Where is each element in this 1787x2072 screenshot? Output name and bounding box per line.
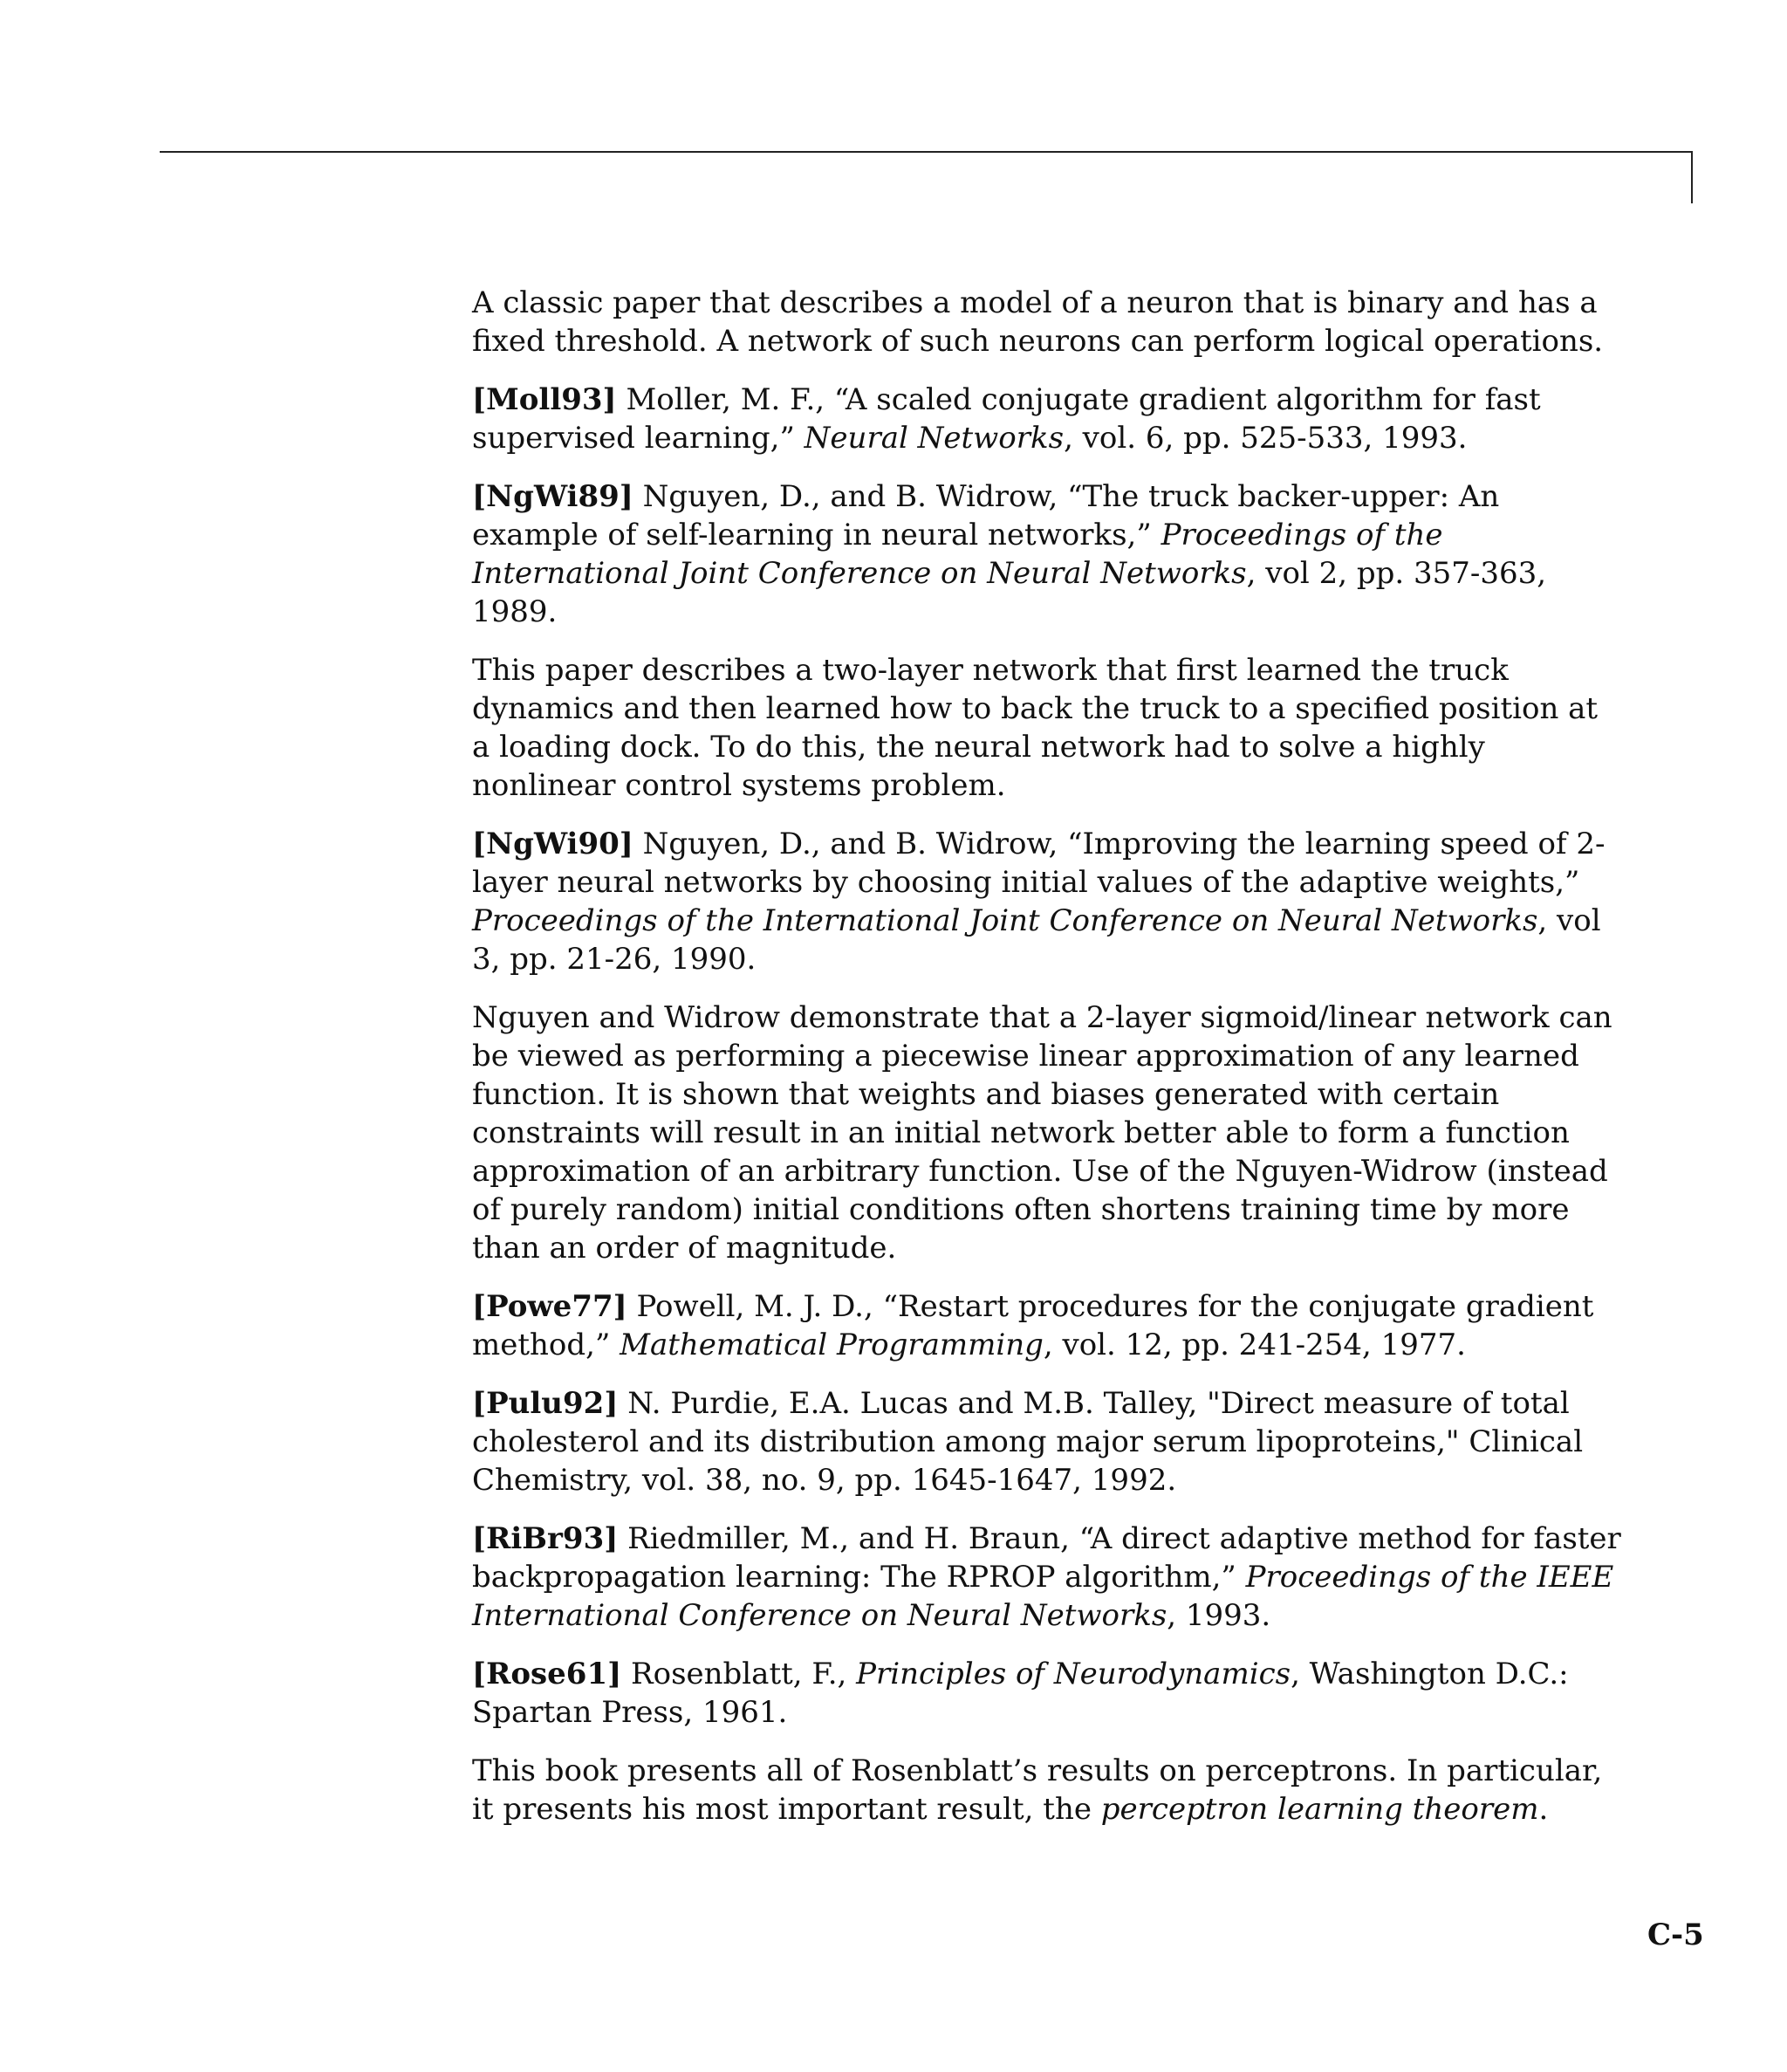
- citation-details: , vol 3, pp. 21-26, 1990.: [472, 903, 1601, 977]
- publication-title: Proceedings of the IEEE International Conference on Neural Networks: [472, 1560, 1614, 1633]
- reference-entry-powe77: [472, 1287, 1624, 1364]
- citation-text: Nguyen, D., and B. Widrow, “The truck backer-upper: An example of self-learning in neural networks,”: [472, 479, 1500, 552]
- annotation-text-end: .: [1538, 1792, 1549, 1827]
- citation-text: Powell, M. J. D., “Restart procedures for the conjugate gradient method,”: [472, 1289, 1594, 1362]
- citation-details: , Washington D.C.: Spartan Press, 1961.: [472, 1657, 1569, 1730]
- citation-key: [Powe77]: [472, 1289, 627, 1324]
- publication-title: Neural Networks: [804, 421, 1065, 456]
- publication-title: Proceedings of the International Joint Conference on Neural Networks: [472, 903, 1538, 938]
- annotation-text: Nguyen and Widrow demonstrate that a 2-layer sigmoid/linear network can be viewed as performing a piecewise linear approximation of any learned function. It is shown that weights and biases generated with certain constraints will result in an initial network better able to form a function approximation of an arbitrary function. Use of the Nguyen-Widrow (instead of purely random) initial conditions often shortens training time by more than an order of magnitude.: [472, 1000, 1612, 1266]
- citation-text: Riedmiller, M., and H. Braun, “A direct adaptive method for faster backpropagation learning: The RPROP algorithm,”: [472, 1521, 1621, 1595]
- publication-title: Mathematical Programming: [620, 1328, 1044, 1362]
- annotation-paragraph: [472, 998, 1624, 1267]
- page-number: C-5: [1647, 1918, 1704, 1952]
- citation-key: [NgWi89]: [472, 479, 633, 514]
- citation-key: [Pulu92]: [472, 1386, 619, 1421]
- header-corner-tick: [1691, 151, 1693, 203]
- reference-entry-pulu92: [472, 1384, 1624, 1499]
- reference-entry-rose61: [472, 1655, 1624, 1732]
- citation-text: Nguyen, D., and B. Widrow, “Improving the learning speed of 2-layer neural networks by choosing initial values of the adaptive weights,”: [472, 827, 1606, 900]
- citation-details: , vol. 12, pp. 241-254, 1977.: [1043, 1328, 1466, 1362]
- publication-title: Proceedings of the International Joint Conference on Neural Networks: [472, 518, 1443, 591]
- citation-text: Rosenblatt, F.,: [621, 1657, 857, 1691]
- header-rule: [160, 151, 1693, 153]
- citation-key: [Moll93]: [472, 382, 617, 417]
- emphasized-term: perceptron learning theorem: [1100, 1792, 1539, 1827]
- publication-title: Principles of Neurodynamics: [856, 1657, 1291, 1691]
- annotation-paragraph: [472, 1752, 1624, 1828]
- citation-key: [NgWi90]: [472, 827, 633, 861]
- annotation-text: This book presents all of Rosenblatt’s results on perceptrons. In particular, it presents his most important result, the: [472, 1753, 1603, 1827]
- citation-text: Moller, M. F., “A scaled conjugate gradient algorithm for fast supervised learning,”: [472, 382, 1541, 456]
- references-body: [472, 284, 1624, 1849]
- reference-entry-ngwi89: [472, 477, 1624, 631]
- citation-key: [Rose61]: [472, 1657, 622, 1691]
- citation-text: N. Purdie, E.A. Lucas and M.B. Talley, "Direct measure of total cholesterol and its distribution among major serum lipoproteins," Clinical Chemistry, vol. 38, no. 9, pp. 1645-1647, 1992.: [472, 1386, 1584, 1498]
- citation-details: , vol. 6, pp. 525-533, 1993.: [1064, 421, 1468, 456]
- citation-details: , vol 2, pp. 357-363, 1989.: [472, 556, 1547, 629]
- reference-entry-ngwi90: [472, 825, 1624, 978]
- annotation-text: A classic paper that describes a model of a neuron that is binary and has a fixed threshold. A network of such neurons can perform logical operations.: [472, 285, 1604, 359]
- citation-details: , 1993.: [1167, 1598, 1271, 1633]
- reference-entry-moll93: [472, 381, 1624, 457]
- annotation-paragraph: [472, 651, 1624, 805]
- citation-key: [RiBr93]: [472, 1521, 619, 1556]
- annotation-text: This paper describes a two-layer network that first learned the truck dynamics and then learned how to back the truck to a specified position at a loading dock. To do this, the neural network had to solve a highly nonlinear control systems problem.: [472, 653, 1599, 803]
- reference-entry-ribr93: [472, 1520, 1624, 1635]
- annotation-paragraph: [472, 284, 1624, 360]
